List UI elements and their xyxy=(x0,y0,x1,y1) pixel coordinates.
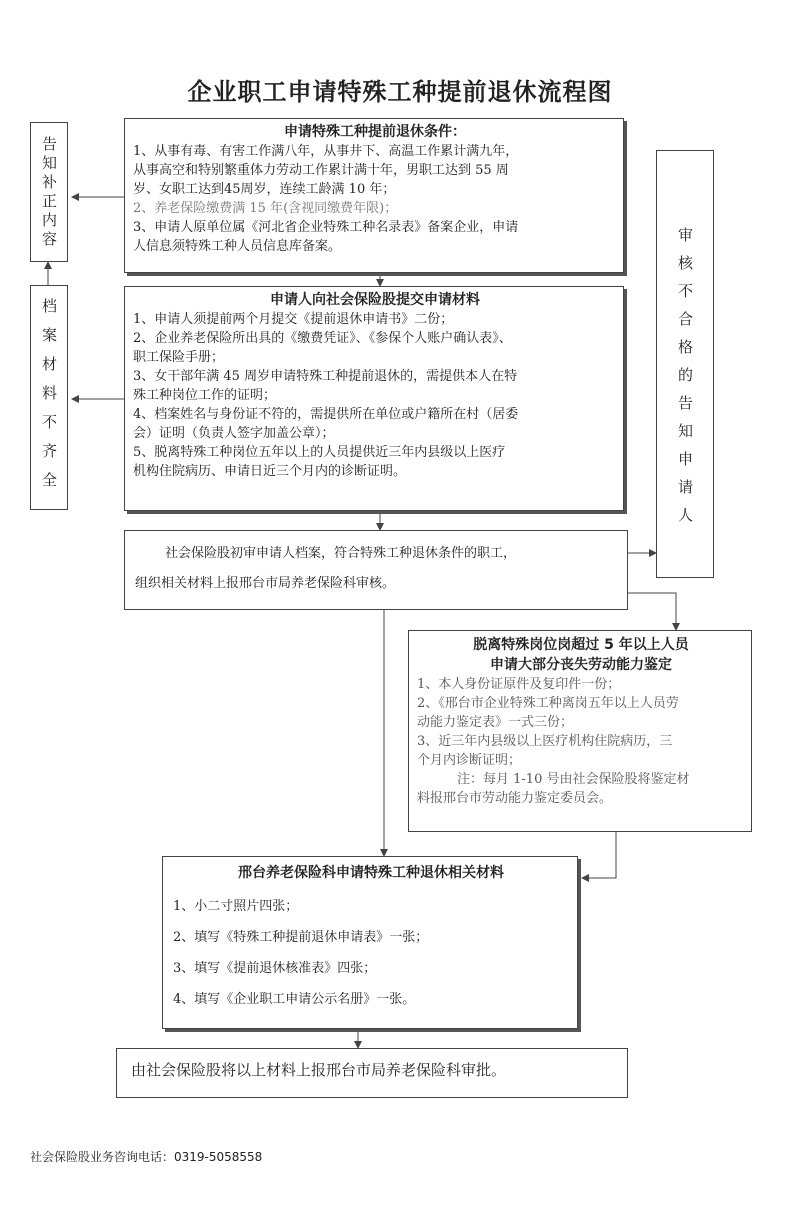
submit-line: 殊工种岗位工作的证明； xyxy=(133,388,277,403)
submit-materials-box xyxy=(124,286,624,511)
page-title: 企业职工申请特殊工种提前退休流程图 xyxy=(187,77,613,106)
submit-line: 职工保险手册； xyxy=(133,350,225,365)
labor-assessment-box xyxy=(408,630,752,832)
materials-line: 3、填写《提前退休核准表》四张； xyxy=(173,961,377,976)
submit-line: 机构住院病历、申请日近三个月内的诊断证明。 xyxy=(133,464,407,479)
conditions-line: 从事高空和特别繁重体力劳动工作累计满十年，男职工达到 55 周 xyxy=(133,163,509,178)
review-failed-notice-text: 审核不合格的告知申请人 xyxy=(676,227,694,535)
assessment-note: 注：每月 1-10 号由社会保险股将鉴定材 xyxy=(457,772,690,787)
conditions-line: 人信息须特殊工种人员信息库备案。 xyxy=(133,239,342,254)
conditions-line: 3、申请人原单位属《河北省企业特殊工种名录表》备案企业，申请 xyxy=(133,220,519,235)
conditions-box xyxy=(124,118,624,273)
assessment-heading: 脱离特殊岗位岗超过 5 年以上人员 xyxy=(473,637,689,653)
conditions-heading: 申请特殊工种提前退休条件： xyxy=(284,124,466,140)
files-incomplete-box xyxy=(30,285,68,510)
submit-line: 4、档案姓名与身份证不符的，需提供所在单位或户籍所在村（居委 xyxy=(133,407,519,422)
arrow-review-to-assessment xyxy=(628,593,676,630)
assessment-note: 料报邢台市劳动能力鉴定委员会。 xyxy=(417,791,613,806)
conditions-line: 1、从事有毒、有害工作满八年，从事井下、高温工作累计满九年， xyxy=(133,144,519,159)
submit-heading: 申请人向社会保险股提交申请材料 xyxy=(270,292,480,308)
submit-line: 1、申请人须提前两个月提交《提前退休申请书》二份； xyxy=(133,312,454,327)
assessment-line: 3、近三年内县级以上医疗机构住院病历，三 xyxy=(417,734,673,749)
review-line: 社会保险股初审申请人档案，符合特殊工种退休条件的职工， xyxy=(165,546,517,561)
materials-line: 1、小二寸照片四张； xyxy=(173,899,299,914)
review-line: 组织相关材料上报邢台市局养老保险科审核。 xyxy=(135,576,396,591)
final-approval-text: 由社会保险股将以上材料上报邢台市局养老保险科审批。 xyxy=(131,1061,507,1079)
materials-heading: 邢台养老保险科申请特殊工种退休相关材料 xyxy=(238,865,504,881)
final-approval-box xyxy=(116,1048,628,1098)
conditions-line: 岁、女职工达到45周岁，连续工龄满 10 年； xyxy=(133,182,396,197)
assessment-line: 个月内诊断证明； xyxy=(417,753,522,768)
notice-supplement-box xyxy=(30,122,68,262)
materials-line: 4、填写《企业职工申请公示名册》一张。 xyxy=(173,992,416,1007)
materials-line: 2、填写《特殊工种提前退休申请表》一张； xyxy=(173,930,429,945)
initial-review-box xyxy=(124,530,628,610)
submit-line: 3、女干部年满 45 周岁申请特殊工种提前退休的，需提供本人在特 xyxy=(133,369,518,384)
assessment-line: 1、本人身份证原件及复印件一份； xyxy=(417,677,621,692)
notice-supplement-text: 告知补正内容 xyxy=(40,136,58,250)
submit-line: 会）证明（负责人签字加盖公章）； xyxy=(133,426,335,441)
submit-line: 2、企业养老保险所出具的《缴费凭证》、《参保个人账户确认表》、 xyxy=(133,331,512,346)
assessment-line: 2、《邢台市企业特殊工种离岗五年以上人员劳 xyxy=(417,696,679,711)
files-incomplete-text: 档案材料不齐全 xyxy=(40,298,58,501)
conditions-line: 2、养老保险缴费满 15 年(含视同缴费年限)； xyxy=(133,201,398,216)
contact-phone: 社会保险股业务咨询电话：0319-5058558 xyxy=(30,1150,263,1164)
arrow-assessment-to-materials xyxy=(582,832,616,878)
assessment-line: 动能力鉴定表》一式三份； xyxy=(417,715,574,730)
submit-line: 5、脱离特殊工种岗位五年以上的人员提供近三年内县级以上医疗 xyxy=(133,445,506,460)
assessment-heading: 申请大部分丧失劳动能力鉴定 xyxy=(490,657,672,673)
review-failed-notice-box xyxy=(656,150,714,578)
required-materials-box xyxy=(162,856,578,1029)
